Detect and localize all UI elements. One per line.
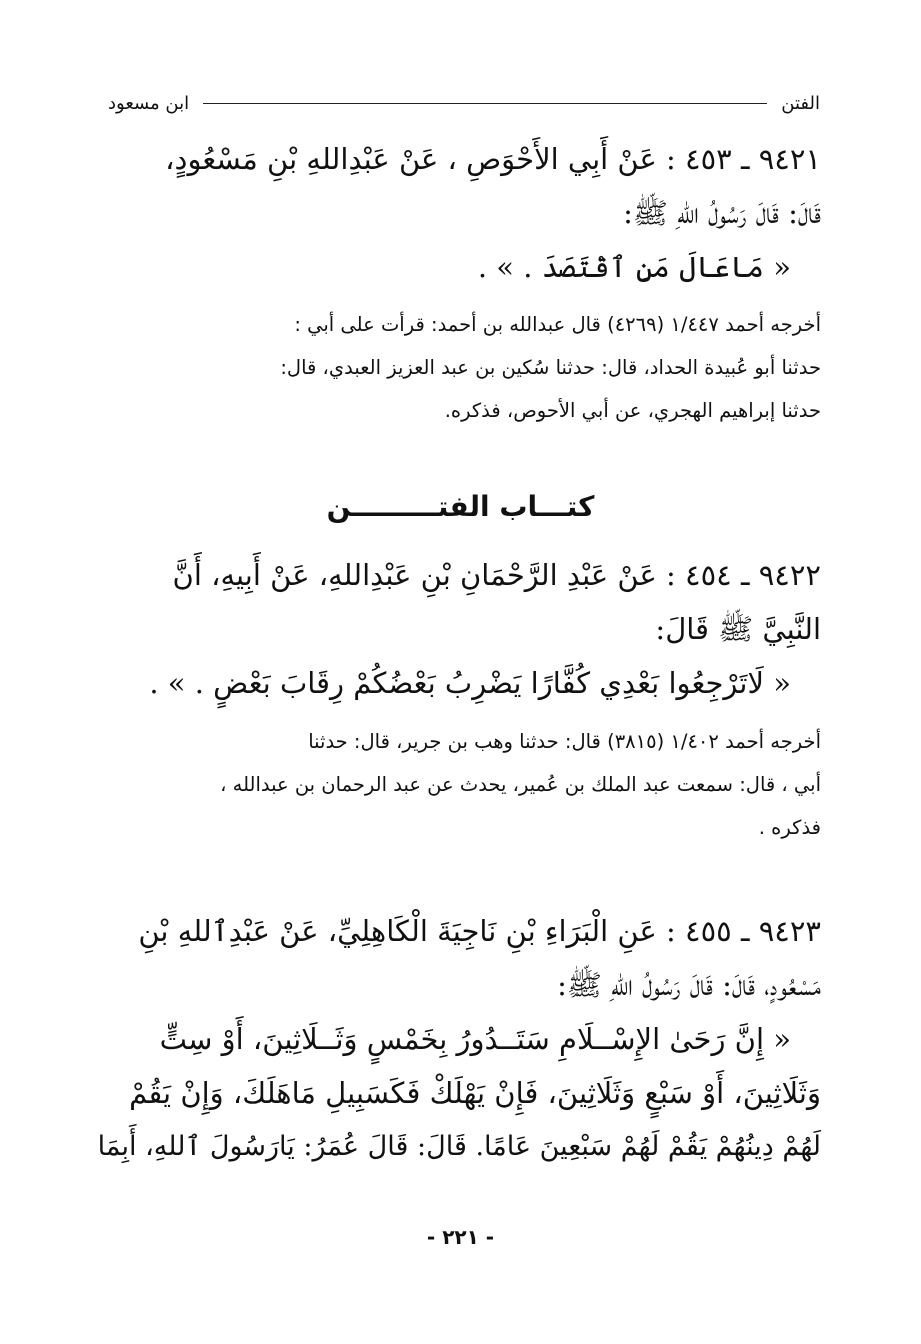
takhrij-line: فذكره . bbox=[758, 816, 821, 839]
header-chapter-name: الفتن bbox=[781, 92, 820, 114]
hadith-9421-text bbox=[99, 132, 821, 294]
takhrij-line: أخرجه أحمد ١/٤٤٧ (٤٢٦٩) قال عبدالله بن أحمد: قرأت على أبي : bbox=[294, 313, 821, 336]
takhrij-line: حدثنا أبو عُبيدة الحداد، قال: حدثنا سُكين بن عبد العزيز العبدي، قال: bbox=[280, 356, 821, 379]
page-number: - ٢٢١ - bbox=[426, 1225, 495, 1249]
hadith-9423-text bbox=[99, 904, 821, 1174]
takhrij-line: أبي ، قال: سمعت عبد الملك بن عُمير، يحدث عن عبد الرحمان بن عبدالله ، bbox=[220, 773, 821, 796]
running-header bbox=[108, 92, 820, 114]
takhrij-line: حدثنا إبراهيم الهجري، عن أبي الأحوص، فذكره. bbox=[444, 399, 821, 422]
hadith-9421-takhrij bbox=[99, 303, 821, 432]
chapter-title: كتـــاب الفتـــــــــن bbox=[326, 490, 595, 523]
takhrij-line: أخرجه أحمد ١/٤٠٢ (٣٨١٥) قال: حدثنا وهب بن جرير، قال: حدثنا bbox=[308, 730, 821, 753]
hadith-line: ٩٤٢٣ ـ ٤٥٥ : عَنِ الْبَرَاءِ بْنِ نَاجِيَةَ الْكَاهِلِيِّ، عَنْ عَبْدِٱللهِ بْنِ bbox=[138, 914, 821, 948]
header-narrator-name: ابن مسعود bbox=[108, 92, 190, 114]
hadith-line: ٩٤٢٢ ـ ٤٥٤ : عَنْ عَبْدِ الرَّحْمَانِ بْنِ عَبْدِاللهِ، عَنْ أَبِيهِ، أَنَّ bbox=[172, 558, 821, 592]
hadith-9422-takhrij bbox=[99, 720, 821, 849]
hadith-line: « إِنَّ رَحَىٰ الإِسْــلَامِ سَتَــدُورُ بِخَمْسٍ وَثَــلَاثِينَ، أَوْ سِتٍّ bbox=[159, 1022, 791, 1056]
hadith-line: وَثَلَاثِينَ، أَوْ سَبْعٍ وَثَلَاثِينَ، فَإِنْ يَهْلَكْ فَكَسَبِيلِ مَاهَلَكَ، وَإِنْ يَقُمْ bbox=[129, 1076, 821, 1110]
hadith-line: « مَاعَالَ مَنِ ٱقْتَصَدَ . » . bbox=[477, 250, 791, 284]
hadith-line: قَالَ: قَالَ رَسُولُ اللهِ ﷺ: bbox=[623, 196, 821, 230]
header-rule bbox=[203, 103, 767, 104]
hadith-line: مَسْعُودٍ، قَالَ: قَالَ رَسُولُ اللهِ ﷺ: bbox=[557, 968, 821, 1002]
hadith-line: ٩٤٢١ ـ ٤٥٣ : عَنْ أَبِي الأَحْوَصِ ، عَنْ عَبْدِاللهِ بْنِ مَسْعُودٍ، bbox=[165, 142, 821, 176]
hadith-line: « لَاتَرْجِعُوا بَعْدِي كُفَّارًا يَضْرِبُ بَعْضُكُمْ رِقَابَ بَعْضٍ . » . bbox=[149, 666, 791, 700]
hadith-9422-text bbox=[99, 548, 821, 710]
hadith-line: النَّبِيَّ ﷺ قَالَ: bbox=[655, 612, 821, 646]
hadith-line: لَهُمْ دِينُهُمْ يَقُمْ لَهُمْ سَبْعِينَ عَامًا. قَالَ: قَالَ عُمَرُ: يَارَسُولَ ٱللهِ، أَبِمَا bbox=[97, 1131, 821, 1162]
